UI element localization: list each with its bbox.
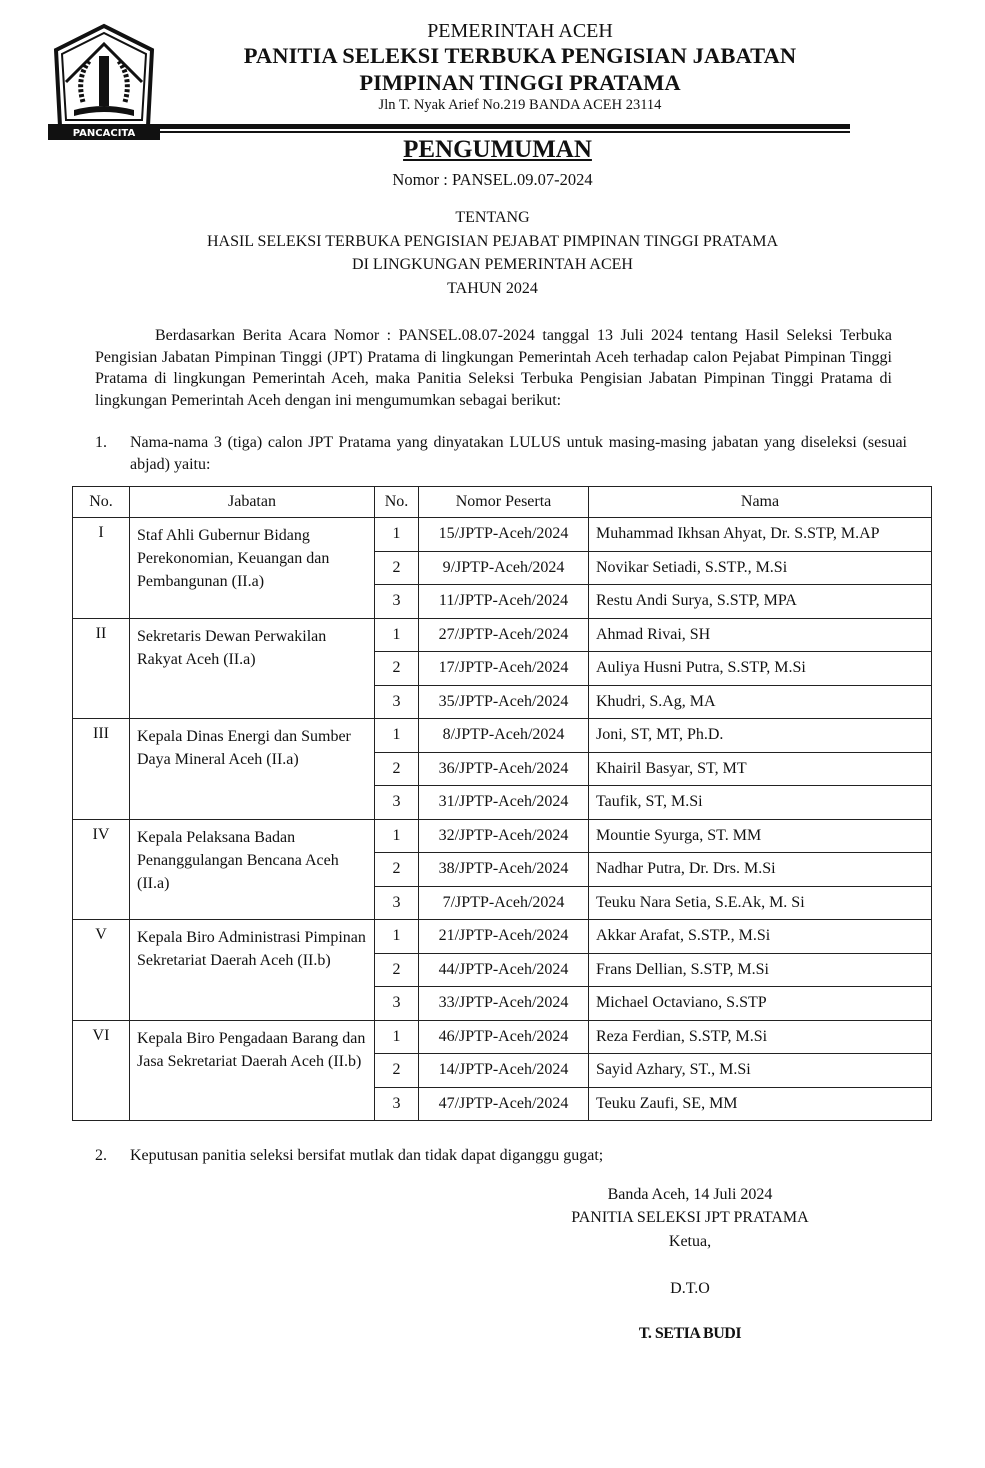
letterhead-committee-2: PIMPINAN TINGGI PRATAMA bbox=[359, 70, 681, 95]
participant-number: 38/JPTP-Aceh/2024 bbox=[419, 853, 589, 887]
position-number: I bbox=[73, 518, 130, 619]
intro-paragraph bbox=[95, 325, 892, 411]
candidate-name: Teuku Nara Setia, S.E.Ak, M. Si bbox=[589, 886, 932, 920]
candidate-name: Muhammad Ikhsan Ahyat, Dr. S.STP, M.AP bbox=[589, 518, 932, 552]
letterhead-committee: PANITIA SELEKSI TERBUKA PENGISIAN JABATAN bbox=[243, 43, 797, 68]
subject-line-1: HASIL SELEKSI TERBUKA PENGISIAN PEJABAT PIMPINAN TINGGI PRATAMA bbox=[206, 233, 779, 250]
list-item-1 bbox=[95, 432, 907, 476]
participant-number: 46/JPTP-Aceh/2024 bbox=[419, 1020, 589, 1054]
table-row bbox=[73, 920, 932, 954]
signature-dto: D.T.O bbox=[670, 1280, 710, 1297]
participant-number: 33/JPTP-Aceh/2024 bbox=[419, 987, 589, 1021]
intro-text: Berdasarkan Berita Acara Nomor : PANSEL.08.07-2024 tanggal 13 Juli 2024 tentang Hasil Seleksi Terbuka Pengisian Jabatan Pimpinan Tinggi (JPT) Pratama di lingkungan Pemerintah Aceh terhadap calon Pejabat Pimpinan Tinggi Pratama di lingkungan Pemerintah Aceh, maka Panitia Seleksi Terbuka Pengisian Jabatan Pimpinan Tinggi Pratama di lingkungan Pemerintah Aceh dengan ini mengumumkan sebagai berikut: bbox=[95, 327, 892, 409]
header-nomor-peserta: Nomor Peserta bbox=[419, 487, 589, 518]
participant-number: 15/JPTP-Aceh/2024 bbox=[419, 518, 589, 552]
signature-role: Ketua, bbox=[668, 1233, 712, 1250]
table-row bbox=[73, 819, 932, 853]
aceh-pancacita-emblem-icon bbox=[48, 22, 160, 140]
participant-number: 32/JPTP-Aceh/2024 bbox=[419, 819, 589, 853]
candidate-rank: 3 bbox=[375, 685, 419, 719]
candidate-rank: 2 bbox=[375, 652, 419, 686]
list-item-text: Keputusan panitia seleksi bersifat mutlak dan tidak dapat diganggu gugat; bbox=[130, 1147, 604, 1164]
letterhead-rule-thin bbox=[156, 131, 850, 133]
subject-line-3: TAHUN 2024 bbox=[447, 280, 538, 297]
letterhead-address: Jln T. Nyak Arief No.219 BANDA ACEH 23114 bbox=[378, 97, 662, 113]
candidate-rank: 2 bbox=[375, 853, 419, 887]
participant-number: 11/JPTP-Aceh/2024 bbox=[419, 585, 589, 619]
table-row bbox=[73, 1020, 932, 1054]
candidate-rank: 3 bbox=[375, 886, 419, 920]
position-title: Kepala Dinas Energi dan Sumber Daya Mineral Aceh (II.a) bbox=[130, 719, 375, 820]
participant-number: 27/JPTP-Aceh/2024 bbox=[419, 618, 589, 652]
candidate-name: Auliya Husni Putra, S.STP, M.Si bbox=[589, 652, 932, 686]
candidate-rank: 1 bbox=[375, 518, 419, 552]
candidate-name: Michael Octaviano, S.STP bbox=[589, 987, 932, 1021]
aceh-emblem-logo bbox=[48, 22, 160, 140]
list-item-number: 1. bbox=[95, 434, 107, 451]
candidate-name: Ahmad Rivai, SH bbox=[589, 618, 932, 652]
candidate-rank: 1 bbox=[375, 1020, 419, 1054]
list-item-text: Nama-nama 3 (tiga) calon JPT Pratama yang dinyatakan LULUS untuk masing-masing jabatan yang diseleksi (sesuai abjad) yaitu: bbox=[130, 434, 907, 473]
candidate-name: Khudri, S.Ag, MA bbox=[589, 685, 932, 719]
table-row bbox=[73, 618, 932, 652]
letterhead-rule-thick bbox=[156, 124, 850, 129]
header-no: No. bbox=[73, 487, 130, 518]
candidate-rank: 1 bbox=[375, 920, 419, 954]
participant-number: 36/JPTP-Aceh/2024 bbox=[419, 752, 589, 786]
candidate-rank: 2 bbox=[375, 1054, 419, 1088]
position-title: Staf Ahli Gubernur Bidang Perekonomian, Keuangan dan Pembangunan (II.a) bbox=[130, 518, 375, 619]
participant-number: 35/JPTP-Aceh/2024 bbox=[419, 685, 589, 719]
candidate-name: Taufik, ST, M.Si bbox=[589, 786, 932, 820]
announcement-number: Nomor : PANSEL.09.07-2024 bbox=[392, 170, 593, 189]
candidate-rank: 2 bbox=[375, 752, 419, 786]
candidate-rank: 1 bbox=[375, 719, 419, 753]
position-number: II bbox=[73, 618, 130, 719]
participant-number: 44/JPTP-Aceh/2024 bbox=[419, 953, 589, 987]
participant-number: 31/JPTP-Aceh/2024 bbox=[419, 786, 589, 820]
candidate-name: Frans Dellian, S.STP, M.Si bbox=[589, 953, 932, 987]
candidate-rank: 3 bbox=[375, 786, 419, 820]
letterhead-government: PEMERINTAH ACEH bbox=[427, 20, 613, 42]
signature-committee: PANITIA SELEKSI JPT PRATAMA bbox=[571, 1209, 809, 1226]
logo-label: PANCACITA bbox=[72, 128, 136, 139]
participant-number: 7/JPTP-Aceh/2024 bbox=[419, 886, 589, 920]
position-number: V bbox=[73, 920, 130, 1021]
position-number: VI bbox=[73, 1020, 130, 1121]
participant-number: 14/JPTP-Aceh/2024 bbox=[419, 1054, 589, 1088]
candidate-name: Sayid Azhary, ST., M.Si bbox=[589, 1054, 932, 1088]
position-title: Kepala Biro Pengadaan Barang dan Jasa Sekretariat Daerah Aceh (II.b) bbox=[130, 1020, 375, 1121]
candidate-name: Khairil Basyar, ST, MT bbox=[589, 752, 932, 786]
candidate-name: Restu Andi Surya, S.STP, MPA bbox=[589, 585, 932, 619]
announcement-title: PENGUMUMAN bbox=[403, 136, 592, 163]
participant-number: 9/JPTP-Aceh/2024 bbox=[419, 551, 589, 585]
position-title: Sekretaris Dewan Perwakilan Rakyat Aceh (II.a) bbox=[130, 618, 375, 719]
signature-name: T. SETIA BUDI bbox=[638, 1325, 742, 1342]
participant-number: 8/JPTP-Aceh/2024 bbox=[419, 719, 589, 753]
candidate-rank: 1 bbox=[375, 618, 419, 652]
candidate-rank: 1 bbox=[375, 819, 419, 853]
table-row bbox=[73, 518, 932, 552]
candidate-name: Joni, ST, MT, Ph.D. bbox=[589, 719, 932, 753]
candidate-name: Teuku Zaufi, SE, MM bbox=[589, 1087, 932, 1121]
position-title: Kepala Biro Administrasi Pimpinan Sekretariat Daerah Aceh (II.b) bbox=[130, 920, 375, 1021]
candidate-name: Novikar Setiadi, S.STP., M.Si bbox=[589, 551, 932, 585]
candidate-name: Nadhar Putra, Dr. Drs. M.Si bbox=[589, 853, 932, 887]
position-title: Kepala Pelaksana Badan Penanggulangan Bencana Aceh (II.a) bbox=[130, 819, 375, 920]
position-number: III bbox=[73, 719, 130, 820]
candidate-name: Mountie Syurga, ST. MM bbox=[589, 819, 932, 853]
candidate-rank: 3 bbox=[375, 987, 419, 1021]
list-item-number: 2. bbox=[95, 1147, 107, 1164]
table-header-row bbox=[73, 487, 932, 518]
candidate-rank: 2 bbox=[375, 551, 419, 585]
subject-line-2: DI LINGKUNGAN PEMERINTAH ACEH bbox=[352, 256, 633, 273]
candidate-name: Reza Ferdian, S.STP, M.Si bbox=[589, 1020, 932, 1054]
participant-number: 47/JPTP-Aceh/2024 bbox=[419, 1087, 589, 1121]
participant-number: 17/JPTP-Aceh/2024 bbox=[419, 652, 589, 686]
header-nama: Nama bbox=[589, 487, 932, 518]
table-row bbox=[73, 719, 932, 753]
candidate-rank: 2 bbox=[375, 953, 419, 987]
header-candidate-no: No. bbox=[375, 487, 419, 518]
header-jabatan: Jabatan bbox=[130, 487, 375, 518]
about-label: TENTANG bbox=[455, 209, 530, 226]
candidate-name: Akkar Arafat, S.STP., M.Si bbox=[589, 920, 932, 954]
participant-number: 21/JPTP-Aceh/2024 bbox=[419, 920, 589, 954]
candidate-rank: 3 bbox=[375, 585, 419, 619]
list-item-2 bbox=[95, 1145, 907, 1167]
signature-place-date: Banda Aceh, 14 Juli 2024 bbox=[607, 1186, 773, 1203]
position-number: IV bbox=[73, 819, 130, 920]
candidate-rank: 3 bbox=[375, 1087, 419, 1121]
results-table bbox=[72, 486, 932, 1121]
